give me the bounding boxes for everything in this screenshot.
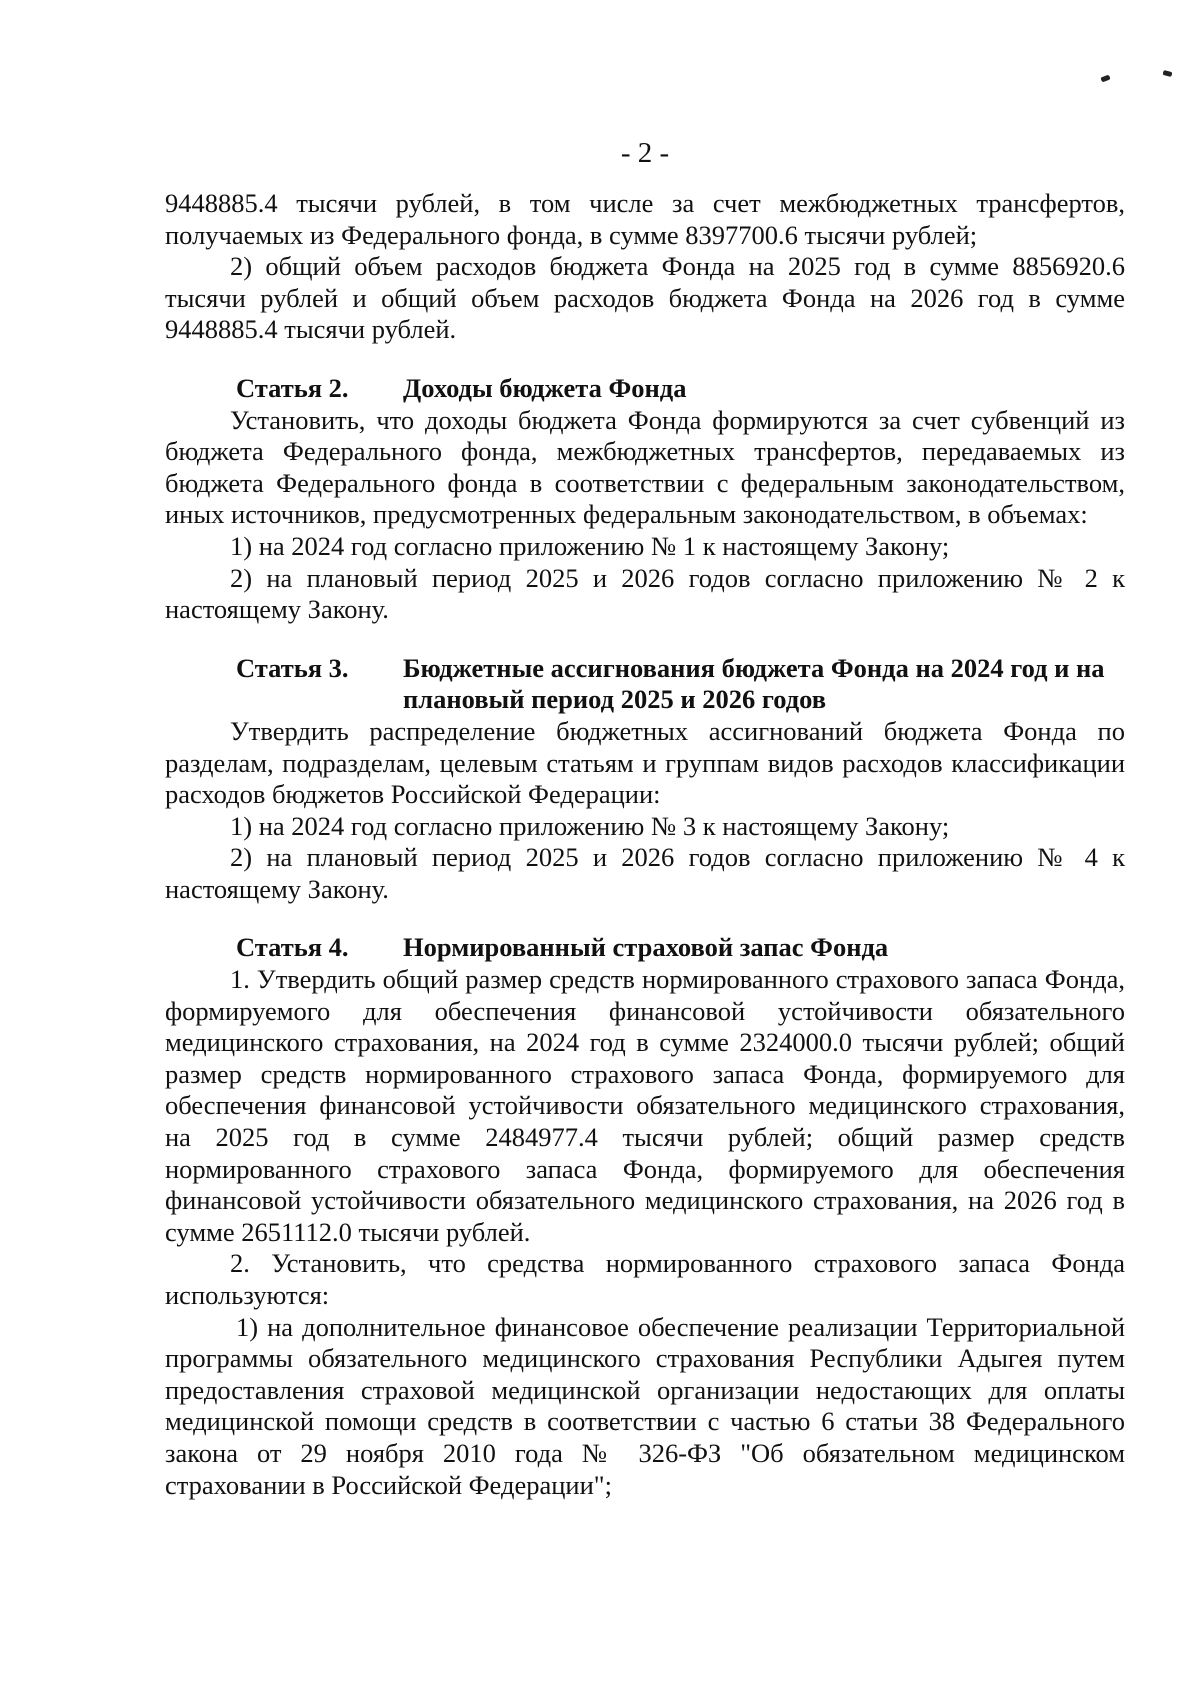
paragraph-intro-item-2: 2) общий объем расходов бюджета Фонда на 2025 год в сумме 8856920.6 тысячи рублей и общий объем расходов бюджета Фонда на 2026 год в сумме 9448885.4 тысячи рублей.	[165, 251, 1125, 345]
spacer	[165, 626, 1125, 653]
article-2-heading	[165, 373, 1125, 405]
spacer	[165, 346, 1125, 373]
article-2-label: Статья 2.	[236, 372, 349, 403]
article-3-paragraph: Утвердить распределение бюджетных ассигнований бюджета Фонда по разделам, подразделам, целевым статьям и группам видов расходов классификации расходов бюджетов Российской Федерации:	[165, 715, 1125, 810]
article-2-item-2: 2) на плановый период 2025 и 2026 годов согласно приложению № 2 к настоящему Закону.	[165, 562, 1125, 625]
document-body	[165, 188, 1125, 1501]
article-2-paragraph: Установить, что доходы бюджета Фонда формируются за счет субвенций из бюджета Федерального фонда, межбюджетных трансфертов, передаваемых из бюджета Федерального фонда в соответствии с федеральным законодательством, иных источников, предусмотренных федеральным законодательством, в объемах:	[165, 404, 1125, 530]
article-3-title: Бюджетные ассигнования бюджета Фонда на 2024 год и на плановый период 2025 и 2026 годов	[403, 652, 1105, 715]
article-3-heading	[165, 653, 1125, 716]
article-4-paragraph-1: 1. Утвердить общий размер средств нормированного страхового запаса Фонда, формируемого для обеспечения финансовой устойчивости обязательного медицинского страхования, на 2024 год в сумме 2324000.0 тысячи рублей; общий размер средств нормированного страхового запаса Фонда, формируемого для обеспечения финансовой устойчивости обязательного медицинского страхования, на 2025 год в сумме 2484977.4 тысячи рублей; общий размер средств нормированного страхового запаса Фонда, формируемого для обеспечения финансовой устойчивости обязательного медицинского страхования, на 2026 год в сумме 2651112.0 тысячи рублей.	[165, 964, 1125, 1247]
article-4-label: Статья 4.	[236, 932, 349, 963]
article-4-title: Нормированный страховой запас Фонда	[403, 932, 889, 963]
scan-mark	[1100, 75, 1110, 83]
article-3-item-2: 2) на плановый период 2025 и 2026 годов согласно приложению № 4 к настоящему Закону.	[165, 842, 1125, 904]
article-2-item-1: 1) на 2024 год согласно приложению № 1 к настоящему Закону;	[230, 530, 950, 561]
page-number: - 2 -	[620, 137, 670, 169]
paragraph-intro-continuation: 9448885.4 тысячи рублей, в том числе за счет межбюджетных трансфертов, получаемых из Федерального фонда, в сумме 8397700.6 тысячи рублей;	[165, 188, 1125, 250]
article-2-title: Доходы бюджета Фонда	[403, 372, 687, 403]
scan-mark	[1163, 70, 1173, 77]
article-3-item-1: 1) на 2024 год согласно приложению № 3 к настоящему Закону;	[230, 810, 950, 841]
article-4-paragraph-2: 2. Установить, что средства нормированного страхового запаса Фонда используются:	[165, 1248, 1125, 1310]
article-3-label: Статья 3.	[236, 652, 349, 683]
article-4-item-1: 1) на дополнительное финансовое обеспечение реализации Территориальной программы обязательного медицинского страхования Республики Адыгея путем предоставления страховой медицинской организации недостающих для оплаты медицинской помощи средств в соответствии с частью 6 статьи 38 Федерального закона от 29 ноября 2010 года № 326-ФЗ "Об обязательном медицинском страховании в Российской Федерации";	[165, 1311, 1125, 1500]
article-4-heading	[165, 932, 1125, 964]
spacer	[165, 905, 1125, 932]
